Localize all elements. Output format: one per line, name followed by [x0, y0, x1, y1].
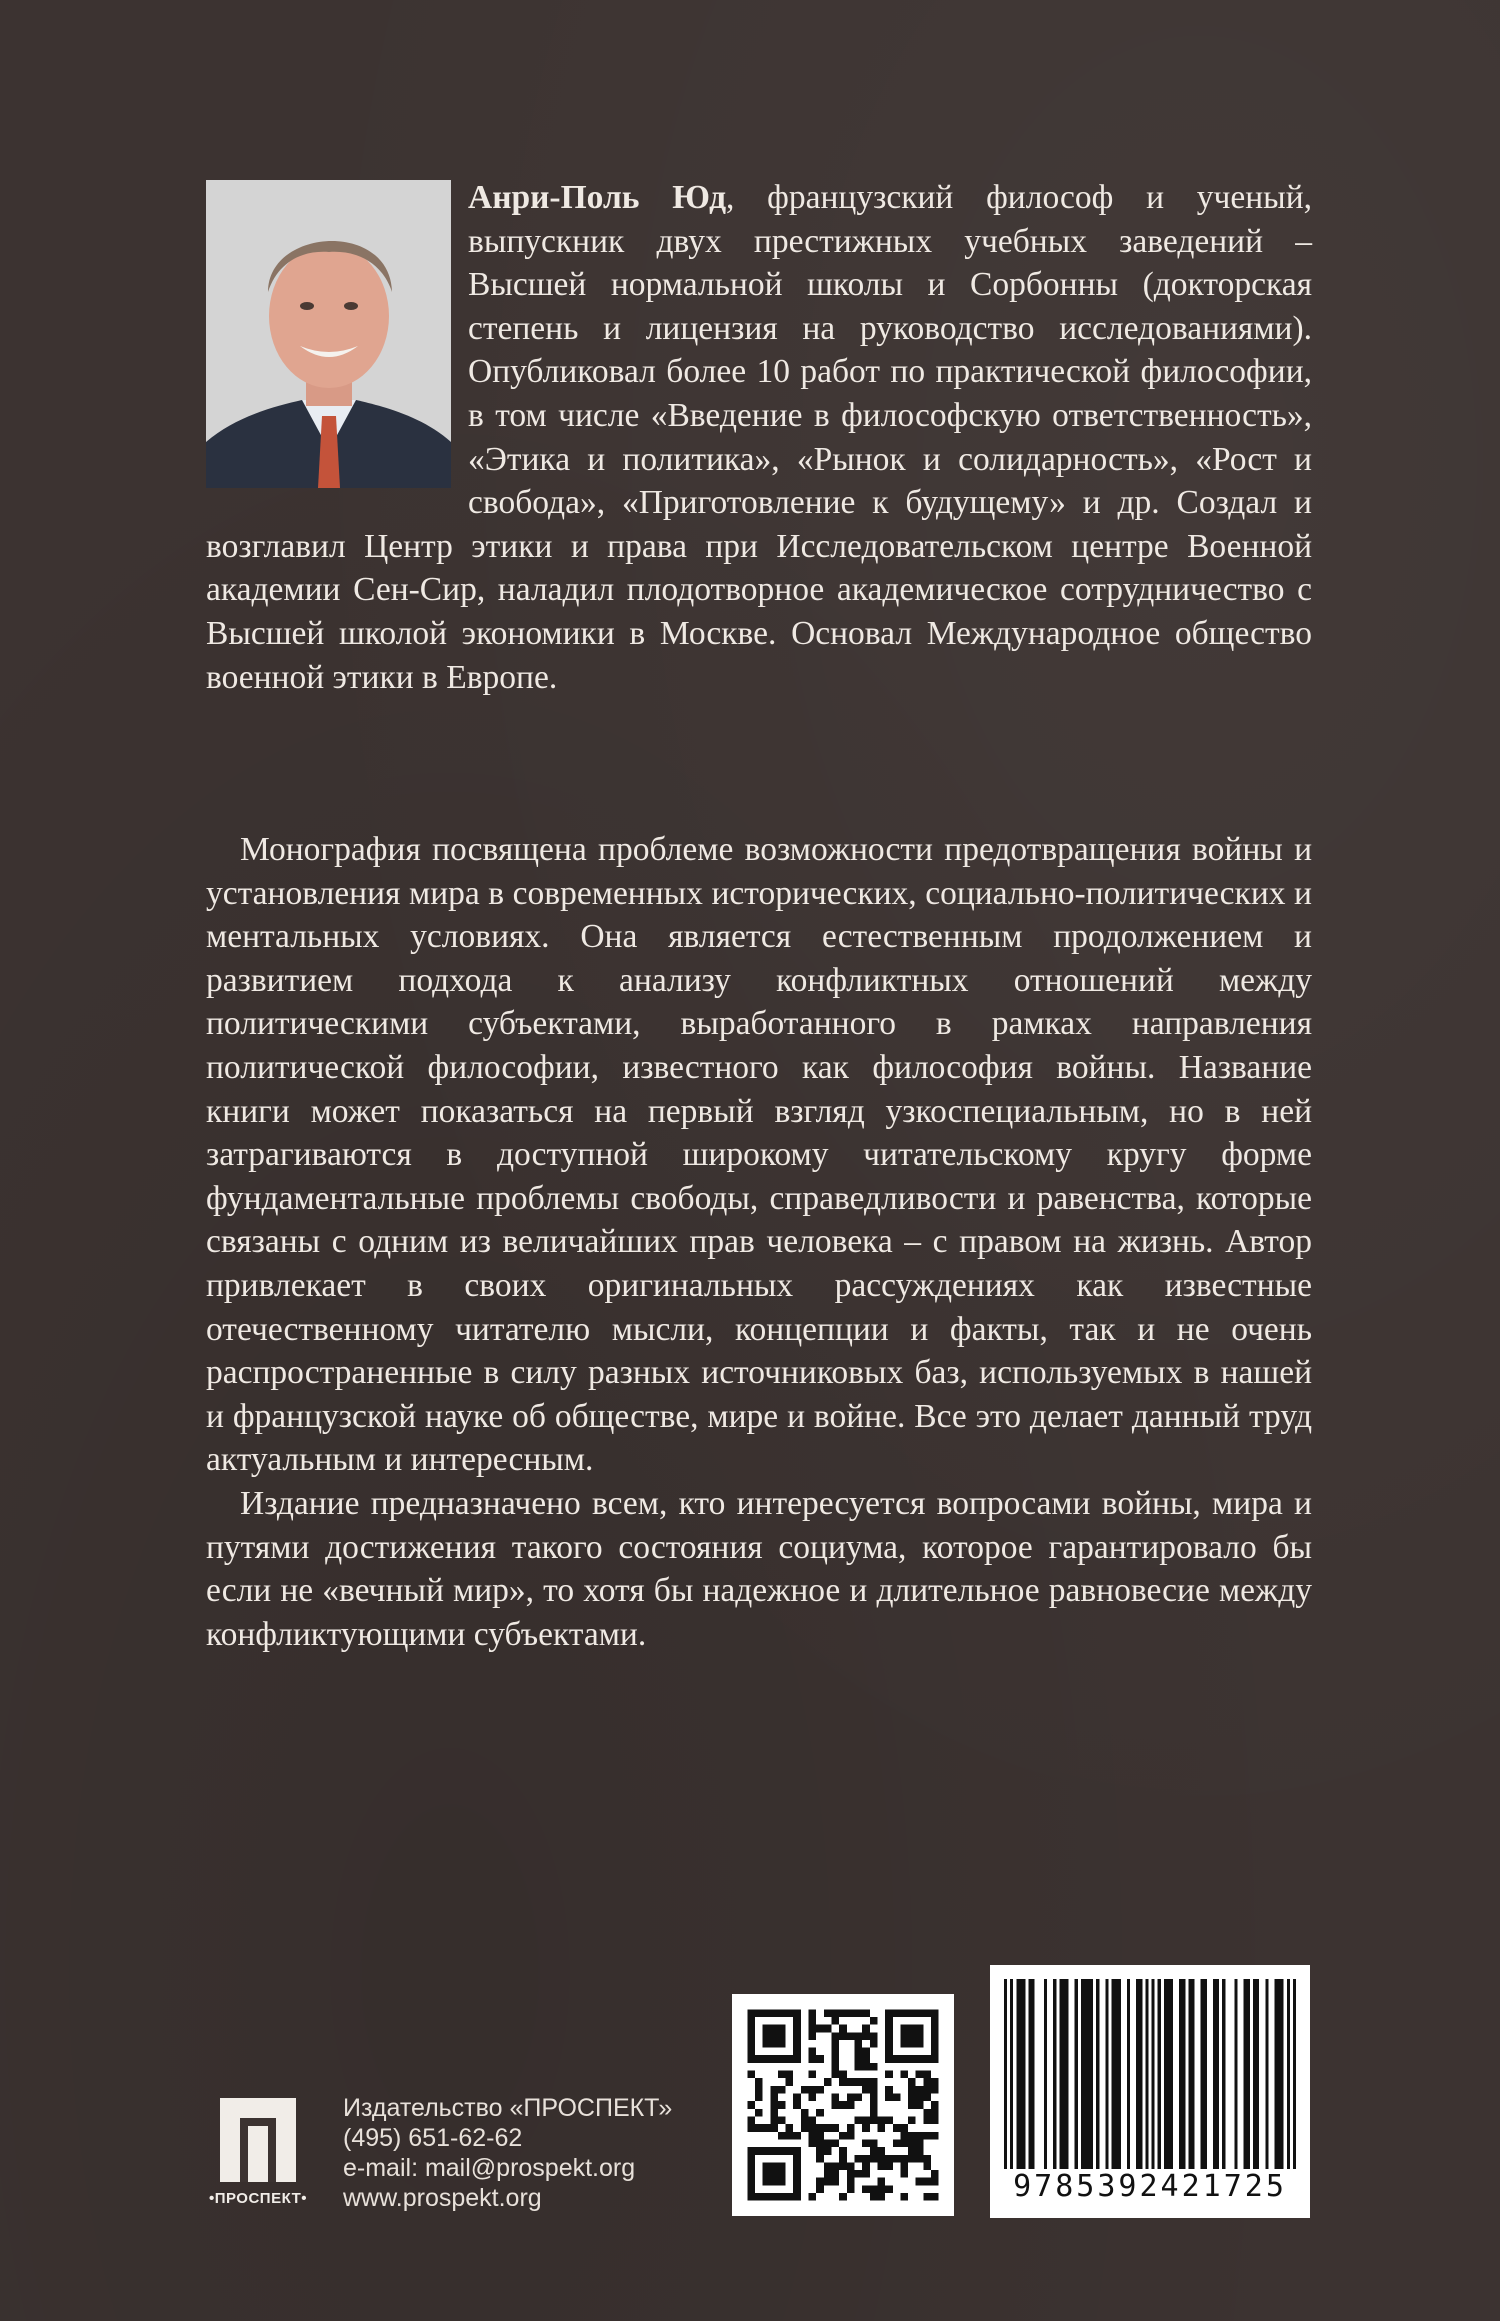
publisher-website: www.prospekt.org	[343, 2184, 542, 2212]
barcode-bar	[1081, 1979, 1084, 2169]
annotation-paragraph: Издание предназначено всем, кто интересуется вопросами войны, мира и путями достижения такого состояния социума, которое гарантировало бы если не «вечный мир», то хотя бы надежное и длительное равновесие между конфликтующими субъектами.	[206, 1484, 1312, 1653]
publisher-logo	[198, 2098, 318, 2210]
publisher-name: Издательство «ПРОСПЕКТ»	[343, 2094, 673, 2122]
barcode-bar	[1112, 1979, 1115, 2169]
barcode-bar	[1075, 1979, 1078, 2169]
barcode-bar	[1084, 1979, 1087, 2169]
barcode-bar	[1096, 1979, 1099, 2169]
barcode-bar	[1139, 1979, 1142, 2169]
barcode-bar	[1278, 1979, 1281, 2169]
barcode-bar	[1010, 1979, 1013, 2169]
barcode-bar	[1167, 1979, 1170, 2169]
barcode-bar	[1022, 1979, 1025, 2169]
barcode-bar	[1019, 1979, 1022, 2169]
barcode-bar	[1127, 1979, 1130, 2169]
barcode-bar	[1136, 1979, 1139, 2169]
barcode-bar	[1204, 1979, 1207, 2169]
barcode-bar	[1247, 1979, 1250, 2169]
publisher-logo-text: •ПРОСПЕКТ•	[208, 2190, 308, 2207]
book-annotation	[206, 828, 1312, 1656]
barcode-bar	[1032, 1979, 1035, 2169]
barcode-bar	[1062, 1979, 1065, 2169]
annotation-paragraph: Монография посвящена проблеме возможности предотвращения войны и установления мира в современных исторических, социально-политических и ментальных условиях. Она является естественным продолжением и развитием подхода к анализу конфликтных отношений между политическими субъектами, выработанного в рамках направления политической философии, известного как философия войны. Название книги может показаться на первый взгляд узкоспециальным, но в ней затрагиваются в доступной широкому читательскому кругу форме фундаментальные проблемы свободы, справедливости и равенства, которые связаны с одним из величайших прав человека – с правом на жизнь. Автор привлекает в своих оригинальных рассуждениях как известные отечественному читателю мысли, концепции и факты, так и не очень распространенные в силу разных источниковых баз, используемых в нашей и французской науке об обществе, мире и войне. Все это делает данный труд актуальным и интересным.	[206, 831, 1312, 1479]
isbn-digits: 9785392421725	[1013, 2169, 1287, 2204]
barcode-bar	[1004, 1979, 1007, 2169]
publisher-logo-icon	[220, 2098, 296, 2182]
barcode-bar	[1170, 1979, 1173, 2169]
barcode-bar	[1118, 1979, 1121, 2169]
barcode-bar	[1281, 1979, 1284, 2169]
barcode-bar	[1256, 1979, 1259, 2169]
barcode-bar	[1244, 1979, 1247, 2169]
qr-code	[732, 1994, 954, 2216]
barcode-bar	[1287, 1979, 1290, 2169]
barcode-bar	[1164, 1979, 1167, 2169]
barcode-bar	[1145, 1979, 1148, 2169]
barcode-bar	[1201, 1979, 1204, 2169]
barcode-bar	[1213, 1979, 1216, 2169]
isbn-barcode	[990, 1965, 1310, 2218]
barcode-bar	[1265, 1979, 1268, 2169]
publisher-phone: (495) 651-62-62	[343, 2124, 523, 2152]
barcode-bar	[1182, 1979, 1185, 2169]
barcode-bar	[1274, 1979, 1277, 2169]
barcode-bar	[1235, 1979, 1238, 2169]
publisher-info	[343, 2093, 672, 2213]
author-bio-text: , французский философ и ученый, выпускник двух престижных учебных заведений – Высшей нормальной школы и Сорбонны (докторская степень и лицензия на руководство исследованиями). Опубликовал более 10 работ по практической философии, в том числе «Введение в философскую ответственность», «Этика и политика», «Рынок и солидарность», «Рост и свобода», «Приготовление к будущему» и др. Создал и возглавил Центр этики и права при Исследовательском центре Военной академии Сен-Сир, наладил плодотворное академическое сотрудничество с Высшей школой экономики в Москве. Основал Международное общество военной этики в Европе.	[206, 179, 1312, 696]
barcode-bar	[1293, 1979, 1296, 2169]
barcode-bar	[1065, 1979, 1068, 2169]
barcode-bar	[1188, 1979, 1191, 2169]
barcode-bar	[1053, 1979, 1056, 2169]
barcode-bar	[1253, 1979, 1256, 2169]
barcode-bar	[1016, 1979, 1019, 2169]
barcode-bar	[1044, 1979, 1047, 2169]
barcode-bar	[1216, 1979, 1219, 2169]
barcode-bar	[1152, 1979, 1155, 2169]
author-bio	[206, 176, 1312, 699]
barcode-bar	[1090, 1979, 1093, 2169]
barcode-bar	[1179, 1979, 1182, 2169]
barcode-bar	[1222, 1979, 1225, 2169]
barcode-bar	[1105, 1979, 1108, 2169]
author-name: Анри-Поль Юд	[468, 179, 727, 216]
barcode-bar	[1191, 1979, 1194, 2169]
barcode-bar	[1029, 1979, 1032, 2169]
barcode-bar	[1087, 1979, 1090, 2169]
barcode-bar	[1059, 1979, 1062, 2169]
publisher-email: e-mail: mail@prospekt.org	[343, 2154, 636, 2182]
barcode-bar	[1158, 1979, 1161, 2169]
barcode-bar	[1115, 1979, 1118, 2169]
